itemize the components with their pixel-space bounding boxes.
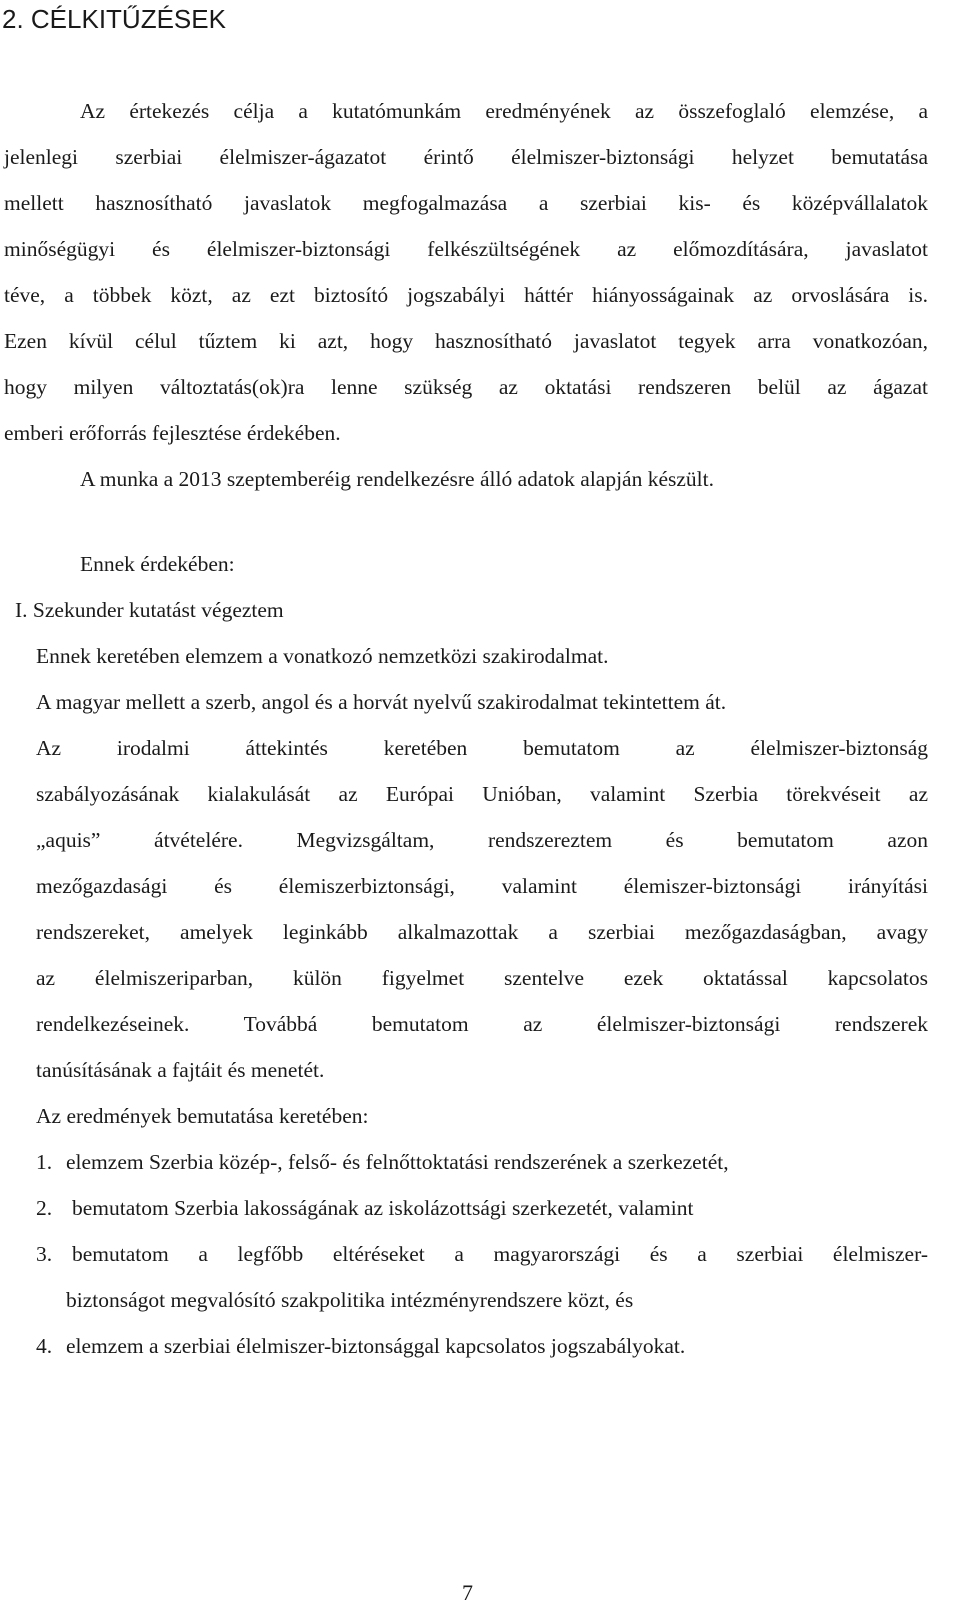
intro-line: téve, a többek közt, az ezt biztosító jogszabályi háttér hiányosságainak az orvoslására is. [4, 283, 928, 307]
results-label: Az eredmények bemutatása keretében: [36, 1104, 369, 1128]
list-item-number: 3. [36, 1242, 53, 1266]
intro-line: Az értekezés célja a kutatómunkám eredményének az összefoglaló elemzése, a [80, 99, 928, 123]
page-number: 7 [462, 1580, 473, 1605]
intro-line: hogy milyen változtatás(ok)ra lenne szükség az oktatási rendszeren belül az ágazat [4, 375, 928, 399]
section-line: rendelkezéseinek. Továbbá bemutatom az élelmiszer-biztonsági rendszerek [36, 1012, 928, 1036]
section-line: tanúsításának a fajtáit és menetét. [36, 1058, 325, 1082]
intro-line: jelenlegi szerbiai élelmiszer-ágazatot érintő élelmiszer-biztonsági helyzet bemutatása [4, 145, 928, 169]
list-item-number: 4. [36, 1334, 53, 1358]
list-item-number: 1. [36, 1150, 53, 1174]
section-line: A magyar mellett a szerb, angol és a horvát nyelvű szakirodalmat tekintettem át. [36, 690, 727, 714]
list-item: bemutatom a legfőbb eltéréseket a magyarországi és a szerbiai élelmiszer- [72, 1242, 928, 1266]
ennek-label: Ennek érdekében: [80, 552, 235, 576]
data-note: A munka a 2013 szeptemberéig rendelkezésre álló adatok alapján készült. [80, 467, 714, 491]
list-item: elemzem a szerbiai élelmiszer-biztonsággal kapcsolatos jogszabályokat. [66, 1334, 686, 1358]
section-line: rendszereket, amelyek leginkább alkalmazottak a szerbiai mezőgazdaságban, avagy [36, 920, 928, 944]
intro-line: minőségügyi és élelmiszer-biztonsági felkészültségének az előmozdítására, javaslatot [4, 237, 928, 261]
section-line: „aquis” átvételére. Megvizsgáltam, rendszereztem és bemutatom azon [36, 828, 928, 852]
section-line: az élelmiszeriparban, külön figyelmet szentelve ezek oktatással kapcsolatos [36, 966, 928, 990]
section-line: Ennek keretében elemzem a vonatkozó nemzetközi szakirodalmat. [36, 644, 609, 668]
intro-line: emberi erőforrás fejlesztése érdekében. [4, 421, 341, 445]
list-item-number: 2. [36, 1196, 53, 1220]
page-heading: 2. CÉLKITŰZÉSEK [2, 4, 226, 34]
section-line: mezőgazdasági és élemiszerbiztonsági, valamint élemiszer-biztonsági irányítási [36, 874, 928, 898]
section-title: I. Szekunder kutatást végeztem [15, 598, 284, 622]
section-line: szabályozásának kialakulását az Európai Unióban, valamint Szerbia törekvéseit az [36, 782, 928, 806]
section-line: Az irodalmi áttekintés keretében bemutatom az élelmiszer-biztonság [36, 736, 928, 760]
intro-line: mellett hasznosítható javaslatok megfogalmazása a szerbiai kis- és középvállalatok [4, 191, 928, 215]
list-item: bemutatom Szerbia lakosságának az iskolázottsági szerkezetét, valamint [72, 1196, 694, 1220]
list-item: elemzem Szerbia közép-, felső- és felnőttoktatási rendszerének a szerkezetét, [66, 1150, 729, 1174]
list-item-continuation: biztonságot megvalósító szakpolitika intézményrendszere közt, és [66, 1288, 634, 1312]
intro-line: Ezen kívül célul tűztem ki azt, hogy hasznosítható javaslatot tegyek arra vonatkozóan, [4, 329, 928, 353]
